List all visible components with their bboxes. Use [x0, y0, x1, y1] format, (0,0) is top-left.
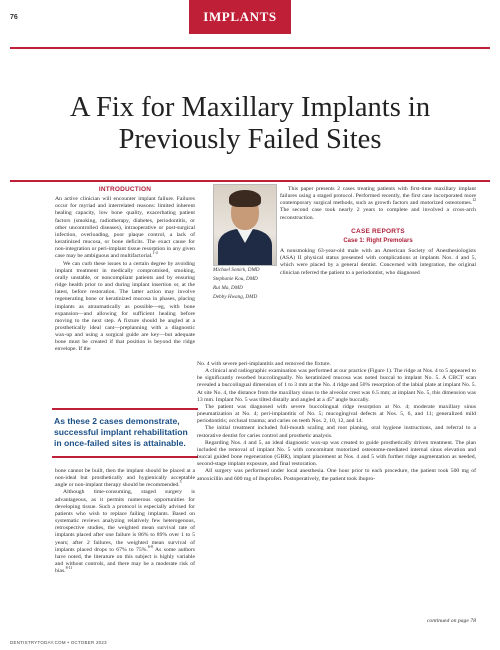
intro-paragraph-3: bone cannot be built, then the implant should be placed at a non-ideal but prosthetically and hygienically acceptable angle or non-implant therapy should be recommended.$^5$ — [55, 468, 195, 489]
intro-paragraph-2: We can curb these issues to a certain degree by avoiding implant treatment in medically compromised, smoking, orally unstable, or noncompliant patients and by ensuring ridge health prior to and during implant insertion or, at the latest, before restoration. The latter action may involve regenerating bone or keratinized mucosa in phases, placing implants as atraumatically as possible—eg, with bone expansion—and allowing for sufficient healing before moving to the next step. A fixture should be angled at a prosthetically ideal cant—preplanning with a diagnostic wax-up and using a surgical guide are key—but adequate bone must be created if that position is beyond the ridge envelope. If the — [55, 260, 195, 353]
right-column — [280, 186, 476, 277]
author-1: Michael Sonick, DMD — [213, 267, 260, 273]
case1-paragraph-1-cont: No. 4 with severe peri-implantitis and removed the fixture. — [197, 361, 331, 367]
ref-4: 8-11 — [65, 566, 73, 571]
case1-paragraph-5: Regarding Nos. 4 and 5, an ideal diagnostic wax-up was created to guide prosthetically driven treatment. The plan included the removal of implant No. 5 with concomitant motorized osteotome-mediated internal sinus elevation and buccal guided bone regeneration (GBR), implant placement at Nos. 4 and 5 with further ridge augmentation as needed, second-stage implant exposure, and final restoration. — [197, 439, 476, 468]
case1-paragraph-4: The initial treatment included full-mouth scaling and root planing, oral hygiene instructions, and referral to a restorative dentist for caries control and prosthetic analysis. — [197, 425, 476, 439]
page-footer: DENTISTRYTODAY.COM • OCTOBER 2023 — [10, 640, 107, 645]
author-list — [213, 266, 275, 302]
intro-paragraph-4: Although time-consuming, staged surgery is advantageous, as it permits numerous opportunities for developing tissue. Such a protocol is especially advised for patients who wish to replace failing implants. Based on systematic reviews analyzing relatively few heterogenous, retrospective studies, the weighted mean survival rate of implants placed after one failure is 86% to 89% over 1 to 5 years; after 2 failures, the weighted mean survival of implants placed drops to 67% to 75%.$^{6-8}$ As some authors have noted, the literature on this subject is highly variable and without controls, and there may be a moderate risk of bias.$^{8-11}$ — [55, 489, 195, 575]
intro-right-paragraph: This paper presents 2 cases treating patients with first-time maxillary implant failures using a staged protocol. Performed recently, the first case incorporated more contemporary surgical methods, such as growth factors and motorized osteotomes.$^{12}$ The second case took nearly 2 years to complete and involved a cross-arch reconstruction. — [280, 186, 476, 221]
author-4: Debby Hwang, DMD — [213, 294, 258, 300]
author-2: Stephanie Kou, DMD — [213, 276, 258, 282]
case1-paragraph-1: A nonsmoking 63-year-old male with an American Society of Anesthesiologists (ASA) II physical status presented with complications at implants Nos. 4 and 5, which were placed by a general dentist. Concerned with integration, the original clinician referred the patient to a periodontist, who diagnosed — [280, 248, 476, 276]
title-rule-bottom — [10, 180, 490, 182]
intro-paragraph-1: An active clinician will encounter implant failure. Failures occur for myriad and interrelated reasons: limited inherent healing capacity, low bone quality, exacerbating patient factors (smoking, radiotherapy, diabetes, periodontitis, or other uncontrolled diseases), intraoperative or post-surgical infection, overloading, poor plaque control, a lack of keratinized mucosa, or bone deficits. The exact cause for non-integration or peri-implant tissue resorption in any given case may be ambiguous and multifactorial.$^{1-4}$ — [55, 196, 195, 260]
case1-heading: Case 1: Right Premolars — [343, 237, 413, 244]
intro-column — [55, 186, 195, 354]
pull-quote: As these 2 cases demonstrate, successful implant rehabilitation in once-failed sites is attainable. — [52, 408, 198, 458]
page-number: 76 — [10, 14, 18, 21]
ref-3: 6-8 — [147, 544, 153, 549]
ref-5: 12 — [472, 198, 476, 203]
case-report-body — [197, 361, 476, 483]
case1-paragraph-2: A clinical and radiographic examination was performed at our practice (Figure 1). The ridge at Nos. 4 to 5 appeared to be significantly resorbed buccolingually. No keratinized mucosa was noted buccal to implant No. 5. A CBCT scan revealed a buccolingual dimension of 1 to 3 mm at the No. 4 ridge and 50% resorption of the labial plate at implant No. 5. At site No. 4, the distance from the maxillary sinus to the alveolar crest was 6.5 mm; at implant No. 5, this dimension was 13 mm. Implant No. 5 was tilted distally and angled at a 45° angle buccally. — [197, 368, 476, 403]
continued-note: continued on page 78 — [426, 618, 476, 624]
ref-2: 5 — [179, 480, 182, 485]
case-reports-heading: CASE REPORTS — [351, 227, 405, 235]
title-rule-top — [10, 47, 490, 49]
author-photo — [213, 184, 277, 266]
ref-1: 1-4 — [152, 251, 158, 256]
case1-paragraph-6: All surgery was performed under local anesthesia. One hour prior to each procedure, the patient took 500 mg of amoxicillin and 600 mg of ibuprofen. Postoperatively, the patient took ibupro- — [197, 468, 476, 482]
intro-column-continued — [55, 468, 195, 575]
case1-paragraph-3: The patient was diagnosed with severe buccolingual ridge resorption at No. 4; moderate maxillary sinus pneumatization at No. 4; peri-implantitis of No. 5; mucogingival defects at Nos. 5, 6, and 11; generalized mild periodontitis; occlusal trauma; and caries on teeth Nos. 2, 10, 12, and 14. — [197, 403, 476, 425]
section-tab: IMPLANTS — [189, 0, 291, 34]
introduction-heading: INTRODUCTION — [98, 186, 152, 193]
author-3: Rui Ma, DMD — [213, 285, 243, 291]
article-title: A Fix for Maxillary Implants in Previously Failed Sites — [69, 92, 431, 155]
